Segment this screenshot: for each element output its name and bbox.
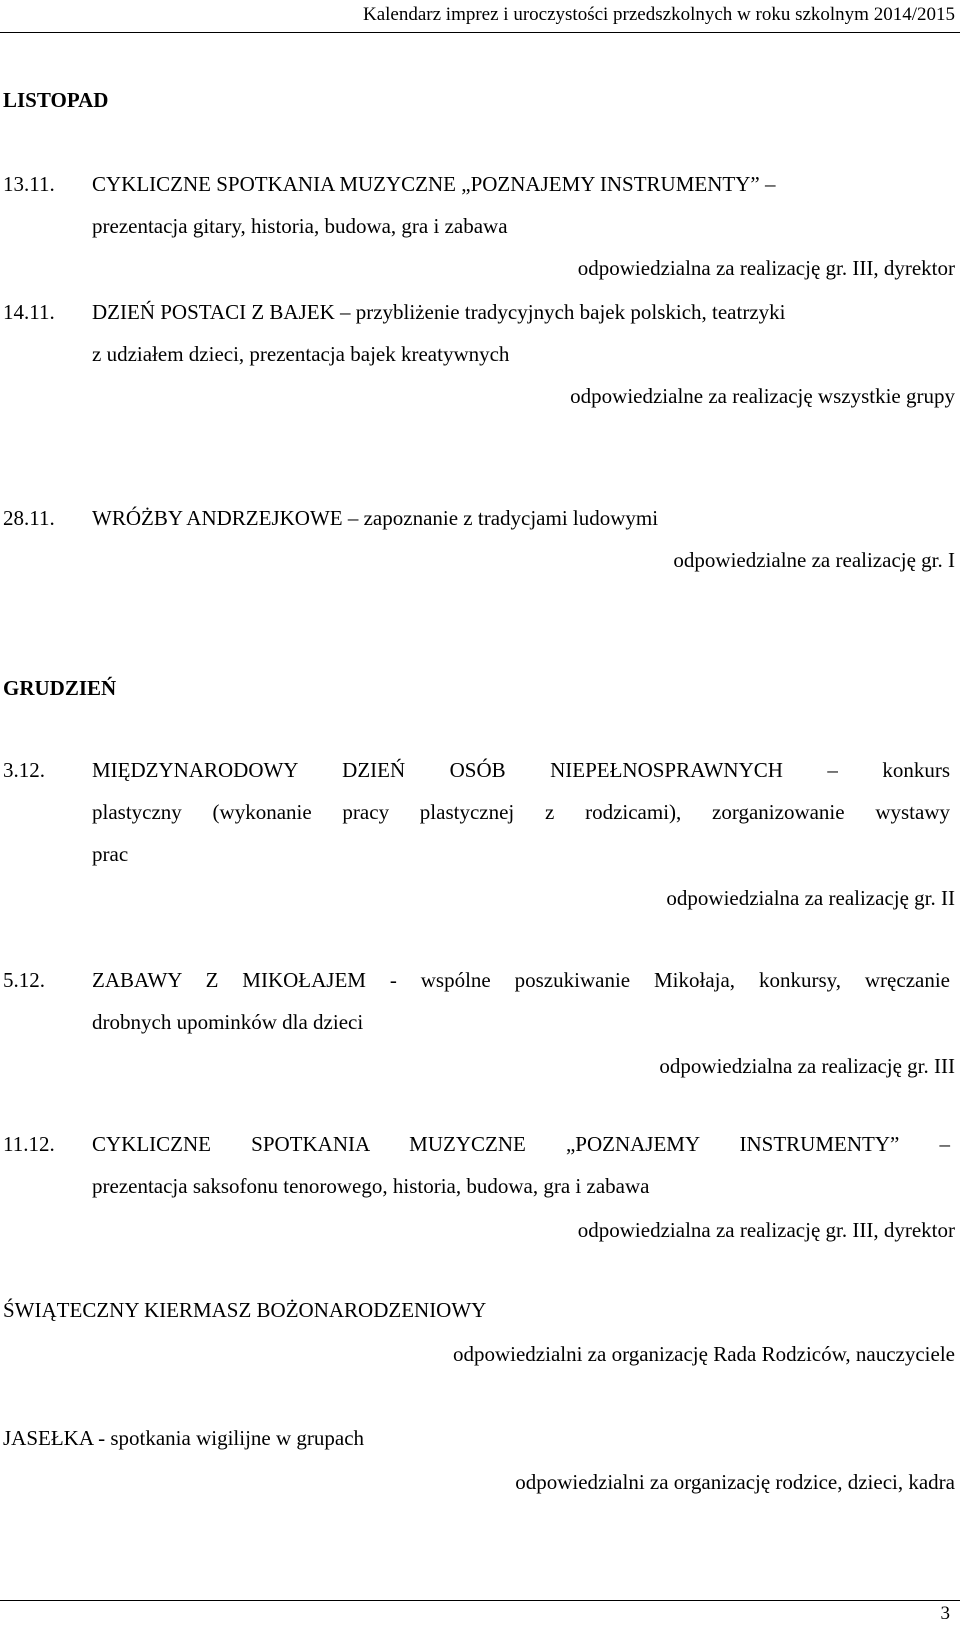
event-title: ZABAWY Z MIKOŁAJEM - wspólne poszukiwanie Mikołaja, konkursy, wręczanie (92, 968, 950, 992)
event-title: CYKLICZNE SPOTKANIA MUZYCZNE „POZNAJEMY INSTRUMENTY” – (92, 1132, 950, 1156)
event-description-cont: prac (92, 842, 129, 866)
event-responsible: odpowiedzialna za realizację gr. III, dyrektor (577, 256, 955, 280)
event-responsible: odpowiedzialne za realizację gr. I (673, 548, 955, 572)
event-title: ŚWIĄTECZNY KIERMASZ BOŻONARODZENIOWY (3, 1298, 487, 1322)
month-heading-grudzien: GRUDZIEŃ (3, 676, 117, 700)
event-responsible: odpowiedzialni za organizację rodzice, dzieci, kadra (515, 1470, 955, 1494)
page-header (0, 0, 960, 34)
event-description: plastyczny (wykonanie pracy plastycznej z rodzicami), zorganizowanie wystawy (92, 800, 950, 824)
header-title: Kalendarz imprez i uroczystości przedszkolnych w roku szkolnym 2014/2015 (362, 4, 955, 25)
event-date: 13.11. (3, 172, 55, 196)
event-title: DZIEŃ POSTACI Z BAJEK – przybliżenie tradycyjnych bajek polskich, teatrzyki (92, 300, 786, 324)
event-description: drobnych upominków dla dzieci (92, 1010, 364, 1034)
event-title: MIĘDZYNARODOWY DZIEŃ OSÓB NIEPEŁNOSPRAWNYCH – konkurs (92, 758, 950, 782)
event-date: 5.12. (3, 968, 45, 992)
event-title: JASEŁKA - spotkania wigilijne w grupach (3, 1426, 365, 1450)
event-responsible: odpowiedzialne za realizację wszystkie grupy (570, 384, 955, 408)
event-date: 11.12. (3, 1132, 55, 1156)
event-date: 14.11. (3, 300, 55, 324)
header-divider (0, 32, 960, 33)
event-responsible: odpowiedzialna za realizację gr. III, dyrektor (577, 1218, 955, 1242)
event-date: 28.11. (3, 506, 55, 530)
event-description: prezentacja saksofonu tenorowego, historia, budowa, gra i zabawa (92, 1174, 650, 1198)
event-responsible: odpowiedzialni za organizację Rada Rodziców, nauczyciele (452, 1342, 955, 1366)
footer-divider (0, 1600, 960, 1601)
event-description: prezentacja gitary, historia, budowa, gra i zabawa (92, 214, 508, 238)
event-title: CYKLICZNE SPOTKANIA MUZYCZNE „POZNAJEMY INSTRUMENTY” – (92, 172, 776, 196)
event-responsible: odpowiedzialna za realizację gr. III (659, 1054, 955, 1078)
event-date: 3.12. (3, 758, 45, 782)
month-heading-listopad: LISTOPAD (3, 88, 109, 112)
event-title: WRÓŻBY ANDRZEJKOWE – zapoznanie z tradycjami ludowymi (92, 506, 659, 530)
event-responsible: odpowiedzialna za realizację gr. II (666, 886, 955, 910)
event-description: z udziałem dzieci, prezentacja bajek kreatywnych (92, 342, 510, 366)
page-number: 3 (940, 1603, 950, 1624)
